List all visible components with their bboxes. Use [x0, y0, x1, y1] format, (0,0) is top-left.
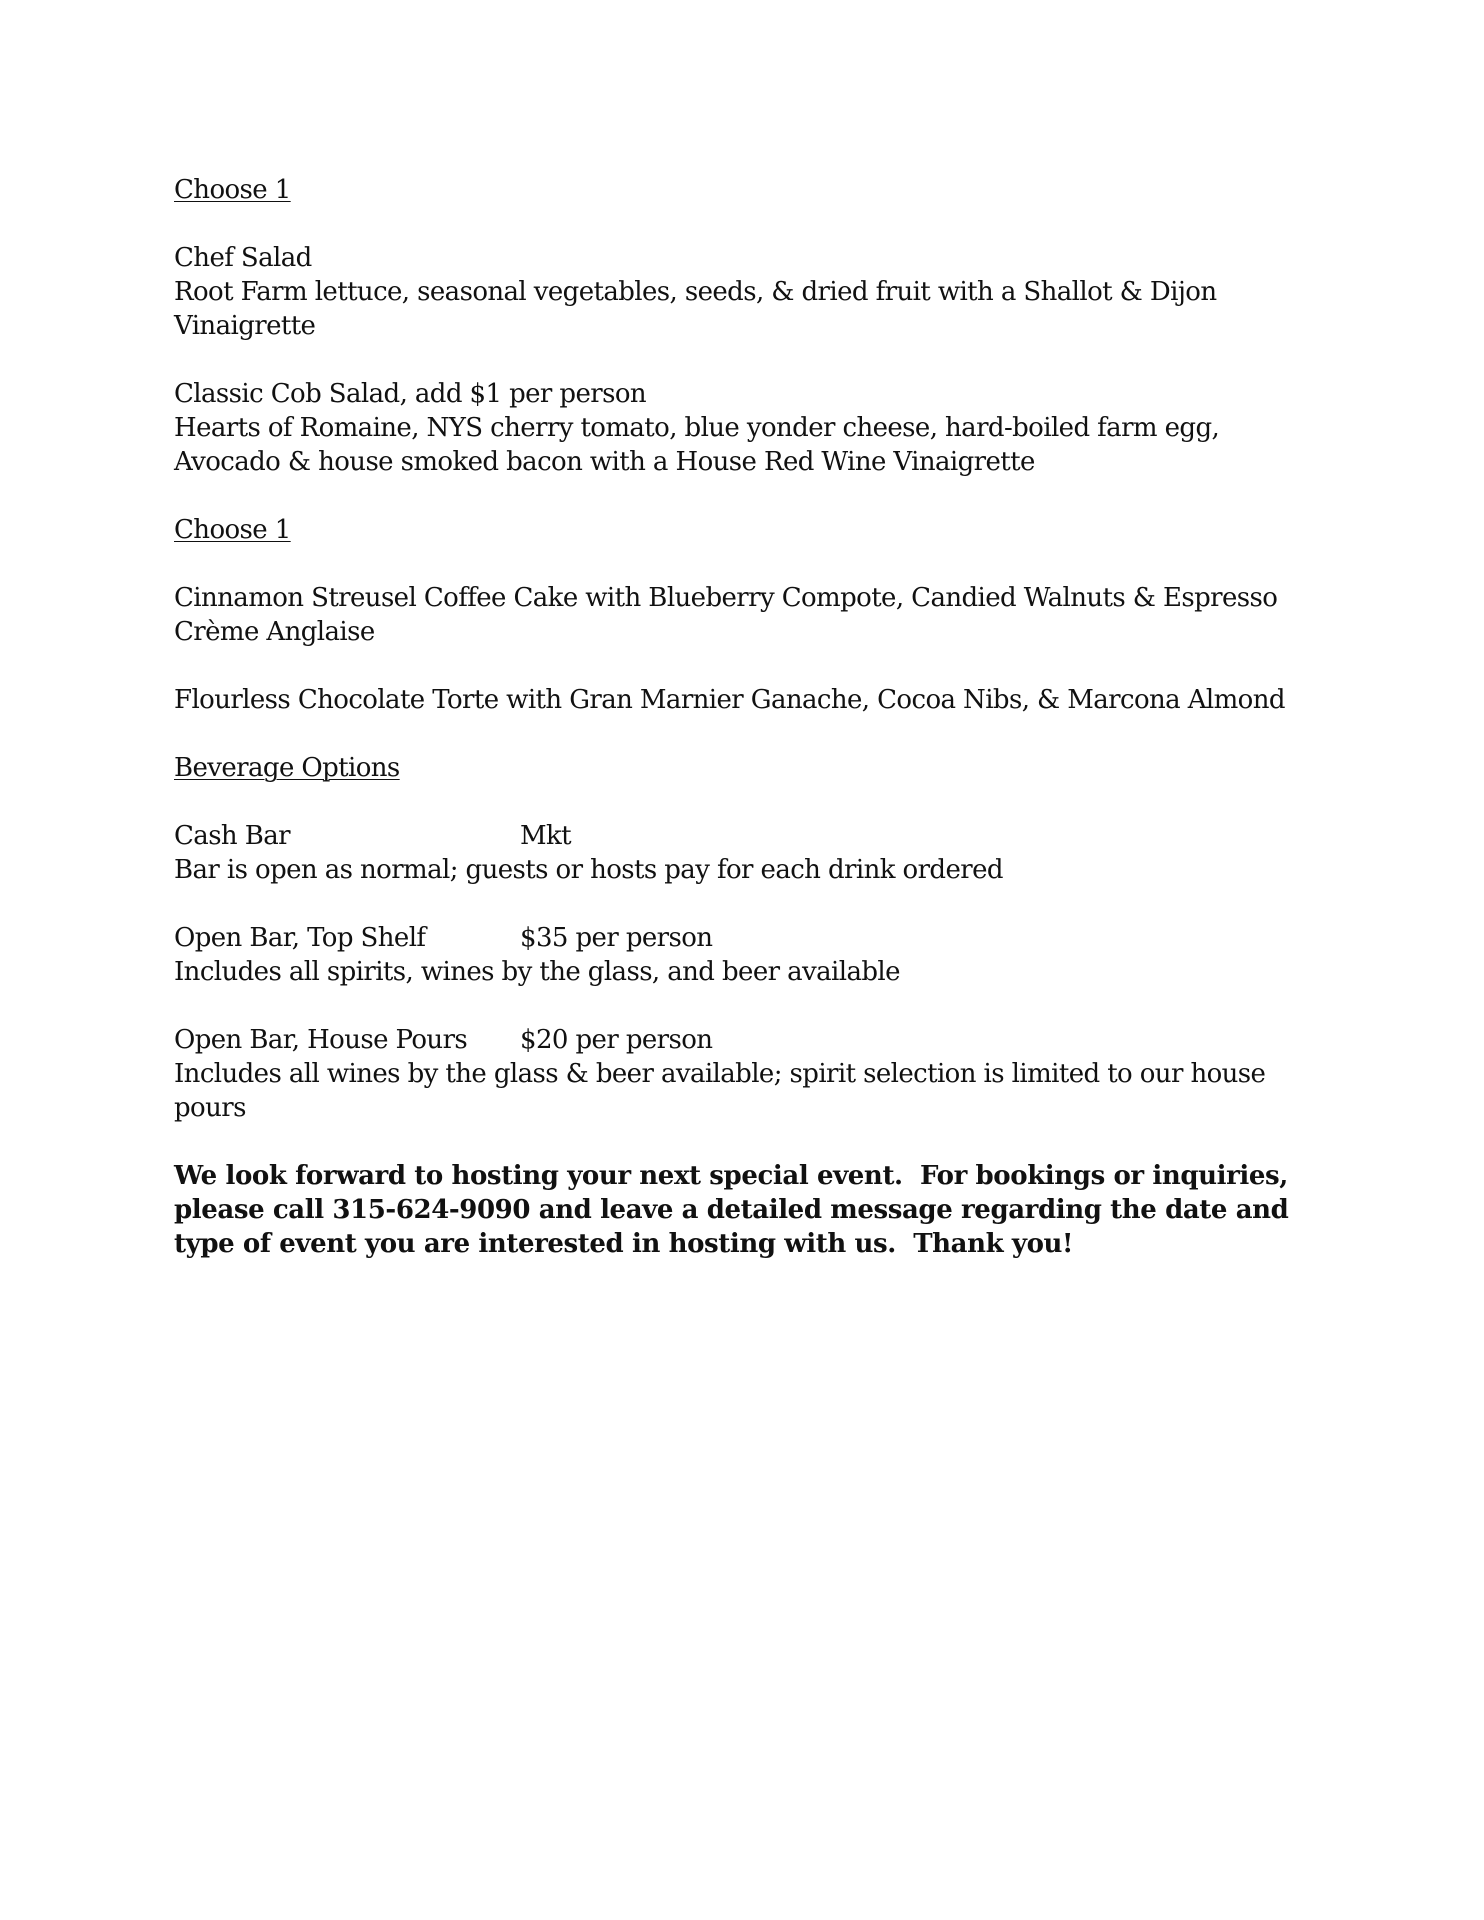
beverage-option-header — [174, 1023, 1324, 1057]
beverage-option-price: $35 per person — [520, 923, 713, 953]
menu-item-description: Flourless Chocolate Torte with Gran Marnier Ganache, Cocoa Nibs, & Marcona Almond — [174, 685, 1285, 715]
beverage-option — [174, 819, 1324, 887]
menu-item-description: Crème Anglaise — [174, 617, 375, 647]
beverage-section-heading: Beverage Options — [174, 753, 400, 783]
beverage-option-description: pours — [174, 1093, 246, 1123]
closing-note-line: please call 315-624-9090 and leave a detailed message regarding the date and — [174, 1195, 1289, 1225]
menu-item — [174, 581, 1324, 649]
menu-item-name: Chef Salad — [174, 243, 312, 273]
beverage-option — [174, 921, 1324, 989]
menu-item — [174, 683, 1324, 717]
menu-item-name: Classic Cob Salad, add $1 per person — [174, 379, 647, 409]
beverage-option-description: Includes all spirits, wines by the glass, and beer available — [174, 957, 900, 987]
menu-item-description: Avocado & house smoked bacon with a House Red Wine Vinaigrette — [174, 447, 1035, 477]
closing-note-line: We look forward to hosting your next special event. For bookings or inquiries, — [174, 1161, 1288, 1191]
salad-section-heading: Choose 1 — [174, 175, 291, 205]
beverage-option — [174, 1023, 1324, 1125]
dessert-section-heading: Choose 1 — [174, 515, 291, 545]
menu-item-description: Hearts of Romaine, NYS cherry tomato, blue yonder cheese, hard-boiled farm egg, — [174, 413, 1220, 443]
salad-section — [174, 173, 1324, 479]
beverage-option-header — [174, 819, 1324, 853]
dessert-section — [174, 513, 1324, 717]
menu-item — [174, 377, 1324, 479]
beverage-option-header — [174, 921, 1324, 955]
beverage-option-name: Open Bar, House Pours — [174, 1025, 468, 1055]
beverage-option-name: Cash Bar — [174, 821, 290, 851]
closing-note — [174, 1159, 1324, 1261]
beverage-option-description: Bar is open as normal; guests or hosts pay for each drink ordered — [174, 855, 1003, 885]
closing-note-line: type of event you are interested in hosting with us. Thank you! — [174, 1229, 1074, 1259]
beverage-option-price: Mkt — [520, 821, 572, 851]
menu-item-description: Root Farm lettuce, seasonal vegetables, seeds, & dried fruit with a Shallot & Dijon — [174, 277, 1217, 307]
menu-item-description: Vinaigrette — [174, 311, 316, 341]
beverage-option-name: Open Bar, Top Shelf — [174, 923, 426, 953]
menu-page — [174, 173, 1324, 1261]
beverage-section — [174, 751, 1324, 1125]
beverage-option-description: Includes all wines by the glass & beer available; spirit selection is limited to our house — [174, 1059, 1266, 1089]
menu-item-description: Cinnamon Streusel Coffee Cake with Blueberry Compote, Candied Walnuts & Espresso — [174, 583, 1278, 613]
beverage-option-price: $20 per person — [520, 1025, 713, 1055]
menu-item — [174, 241, 1324, 343]
